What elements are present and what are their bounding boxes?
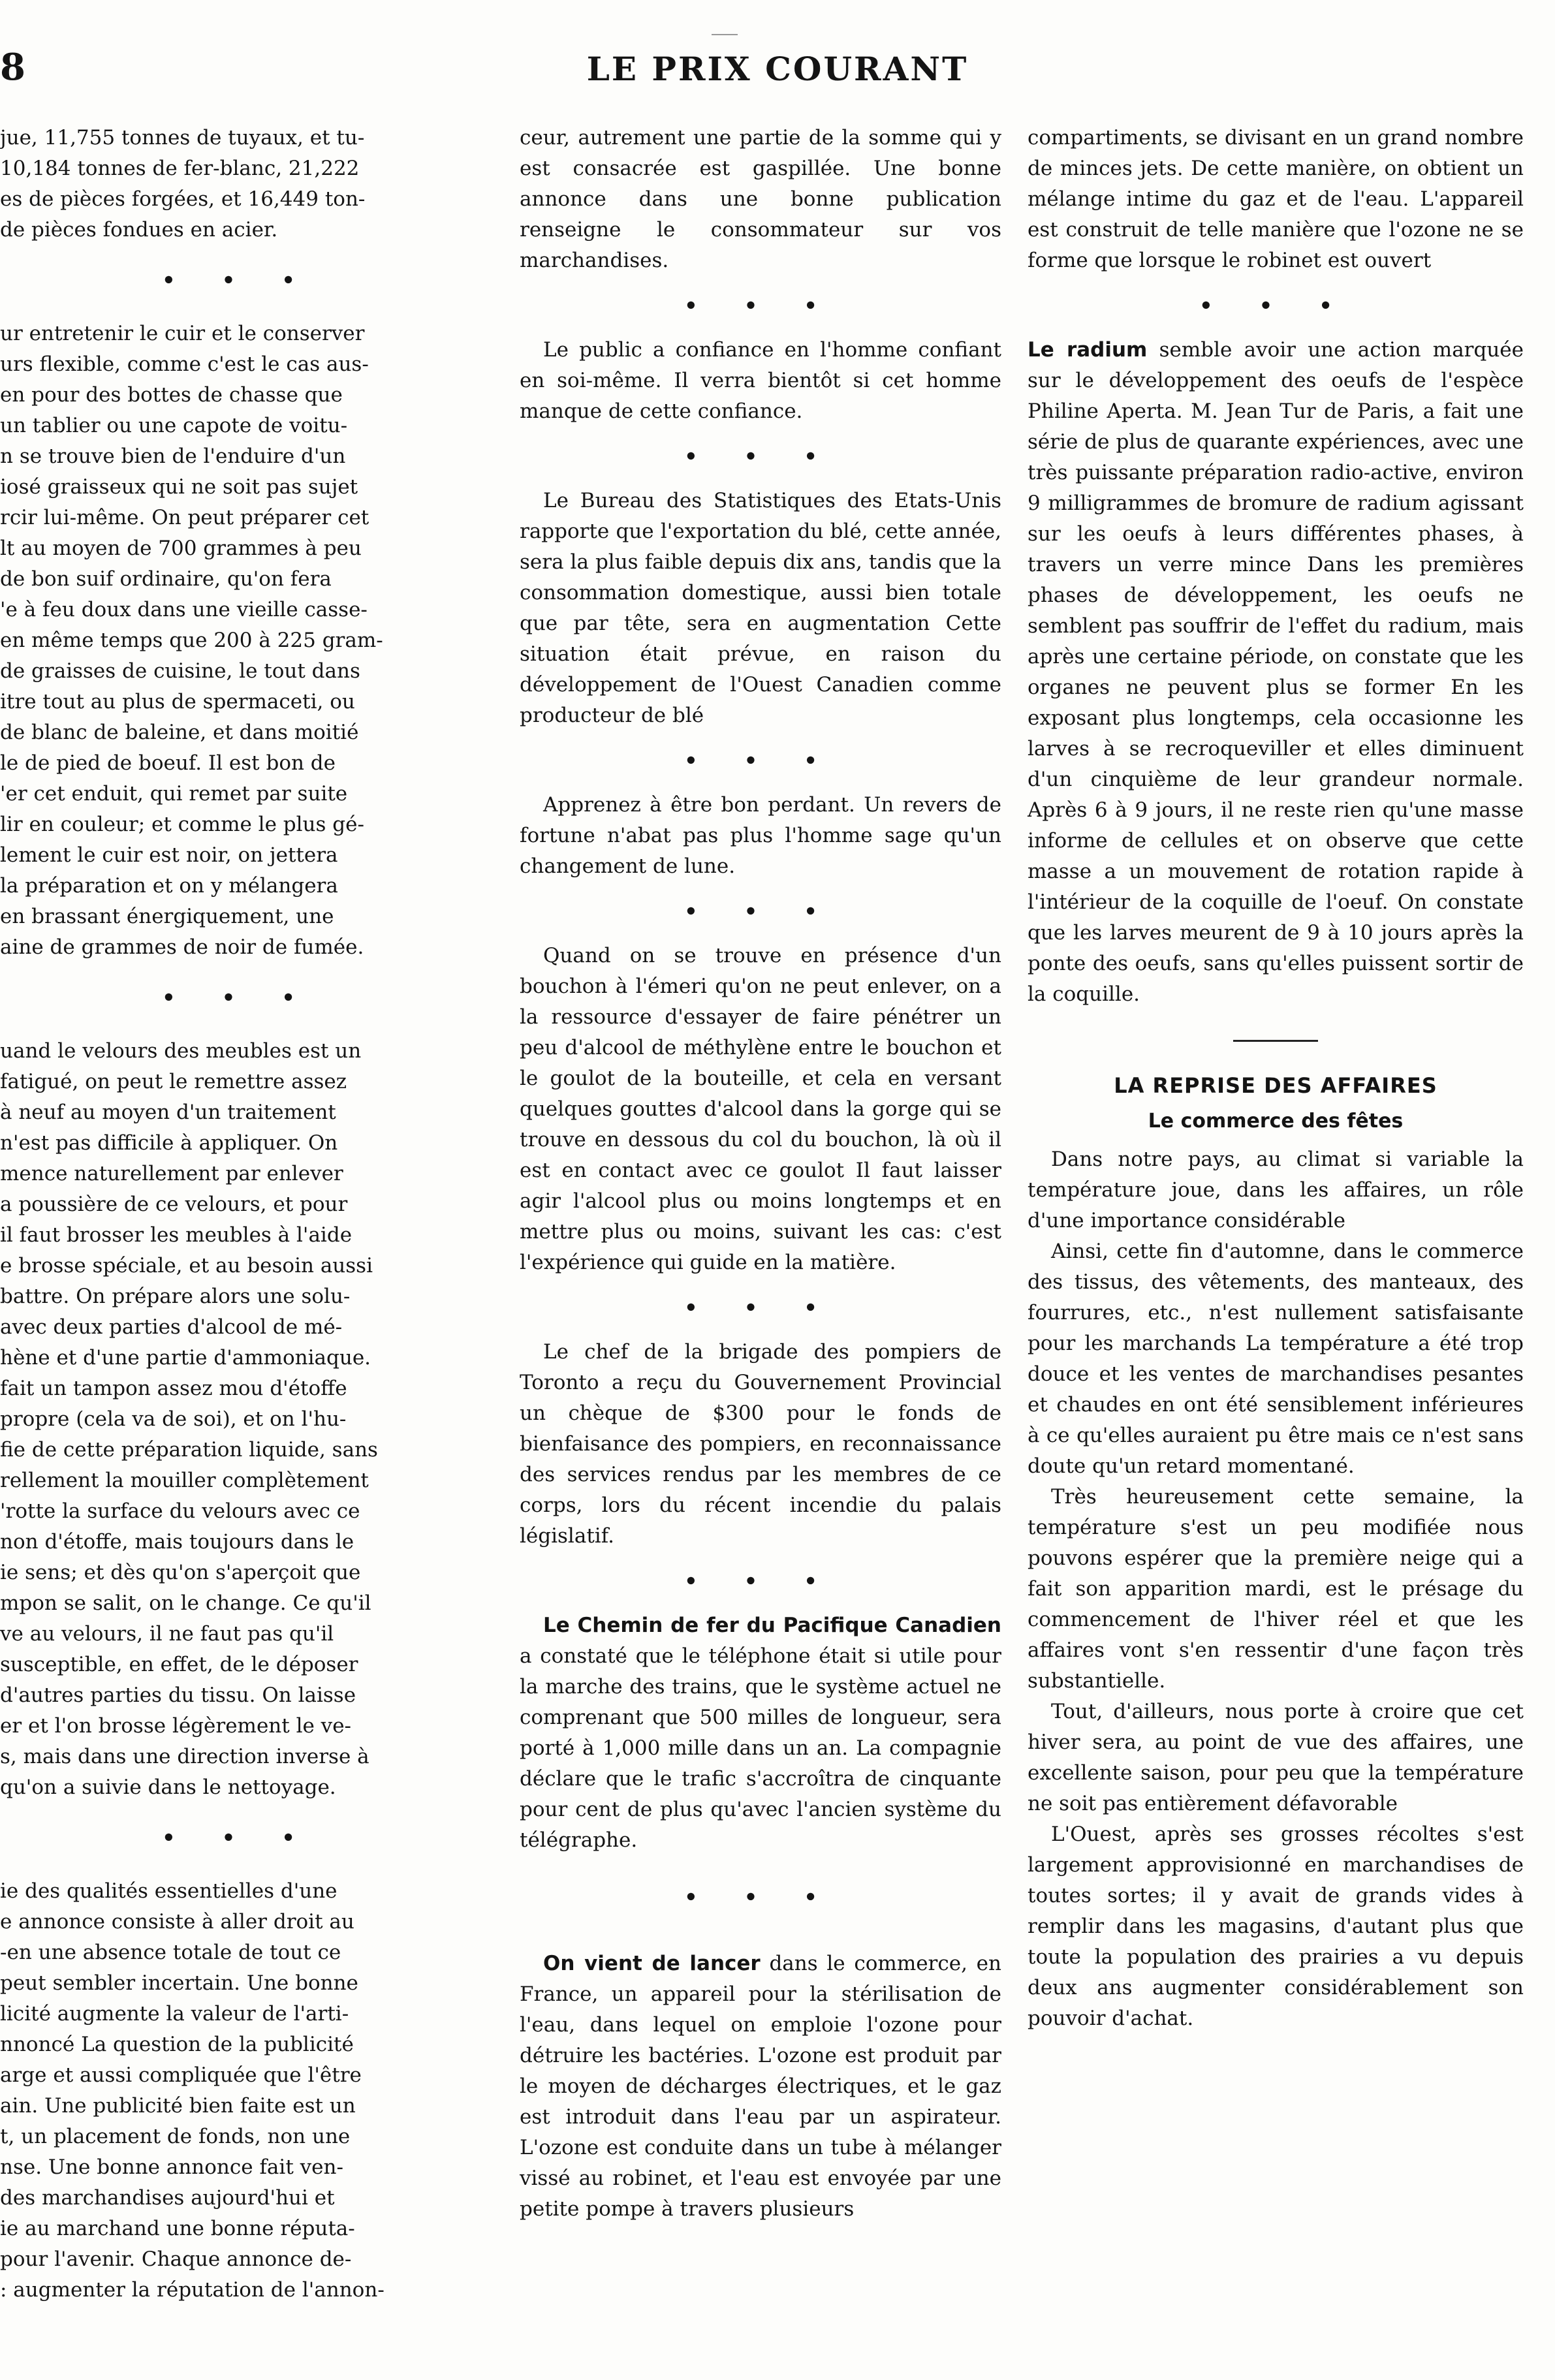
text-line: hène et d'une partie d'ammoniaque. [0,1346,371,1370]
text-line: fait un tampon assez mou d'étoffe [0,1377,347,1400]
text-line: propre (cela va de soi), et on l'hu- [0,1407,347,1431]
text-line: en pour des bottes de chasse que [0,383,343,407]
text-line: fatigué, on peut le remettre assez [0,1070,347,1093]
text-line: rellement la mouiller complètement [0,1469,369,1492]
text-line: lement le cuir est noir, on jettera [0,843,338,867]
article-paragraph: Le chef de la brigade des pompiers de Toronto a reçu du Gouvernement Provincial un chèque de $300 pour le fonds de bienfaisance des pompiers, en reconnaissance des services rendus par les membres de ce corps, lors du récent incendie du palais législatif. [520,1340,1001,1548]
article-paragraph [0,1876,477,2306]
text-line: fie de cette préparation liquide, sans [0,1438,378,1462]
text-line: urs flexible, comme c'est le cas aus- [0,352,369,376]
text-line: uand le velours des meubles est un [0,1039,362,1063]
text-line: pour l'avenir. Chaque annonce de- [0,2247,352,2271]
text-line: licité augmente la valeur de l'arti- [0,2002,349,2026]
text-line: aine de grammes de noir de fumée. [0,935,364,959]
text-line: de blanc de baleine, et dans moitié [0,721,359,744]
paragraph-body: dans le commerce, en France, un appareil pour la stérilisation de l'eau, dans lequel on emploie l'ozone pour détruire les bactéries. L'ozone est produit par le moyen de décharges électriques, et le gaz est introduit dans l'eau par un aspirateur. L'ozone est conduite dans un tube à mélanger vissé au robinet, et l'eau est envoyée par une petite pompe à travers plusieurs [520,1952,1001,2221]
text-line: il faut brosser les meubles à l'aide [0,1223,353,1247]
column-2 [520,123,1001,2225]
text-line: n'est pas difficile à appliquer. On [0,1131,338,1155]
text-line: d'autres parties du tissu. On laisse [0,1683,356,1707]
article-paragraph [0,1036,477,1803]
text-line: s, mais dans une direction inverse à [0,1745,369,1768]
text-line: le de pied de boeuf. Il est bon de [0,751,336,775]
page-number: 8 [0,46,26,89]
article-paragraph: Le Bureau des Statistiques des Etats-Unis rapporte que l'exportation du blé, cette année, sera la plus faible depuis dix ans, tandis que la consommation domestique, aussi bien totale que par tête, sera en augmentation Cette situation était prévue, en raison du développement de l'Ouest Canadien comme producteur de blé [520,489,1001,727]
text-line: rcir lui-même. On peut préparer cet [0,506,369,529]
text-line: battre. On prépare alors une solu- [0,1285,351,1308]
text-line: non d'étoffe, mais toujours dans le [0,1530,354,1554]
text-line: e brosse spéciale, et au besoin aussi [0,1254,373,1277]
text-line: a poussière de ce velours, et pour [0,1193,348,1216]
paragraph-body: semble avoir une action marquée sur le développement des oeufs de l'espèce Philine Aperta. M. Jean Tur de Paris, a fait une série de plus de quarante expériences, avec une très puissante préparation radio-active, environ 9 milligrammes de bromure de radium agissant sur les oeufs à leurs différentes phases, à travers un verre mince Dans les premières phases de développement, les oeufs ne semblent pas souffrir de l'effet du radium, mais après une certaine période, on constate que les organes ne peuvent plus se former En les exposant plus longtemps, cela occasionne les larves à se recroqueviller et elles diminuent d'un cinquième de leur grandeur normale. Après 6 à 9 jours, il ne reste rien qu'une masse informe de cellules et on observe que cette masse a un mouvement de rotation rapide à l'intérieur de la coquille de l'oeuf. On constate que les larves meurent de 9 à 10 jours après la ponte des oeufs, sans qu'elles puissent sortir de la coquille. [1028,338,1524,1006]
text-line: nse. Une bonne annonce fait ven- [0,2155,343,2179]
text-line: itre tout au plus de spermaceti, ou [0,690,355,713]
text-line: ie sens; et dès qu'on s'aperçoit que [0,1561,361,1584]
separator: • • • [684,293,837,318]
separator: • • • [162,268,315,292]
text-line: ie au marchand une bonne réputa- [0,2217,355,2240]
rule [1233,1040,1318,1042]
section-divider [1028,1032,1524,1044]
article-paragraph [0,319,477,963]
text-line: à neuf au moyen d'un traitement [0,1101,336,1124]
text-line: n se trouve bien de l'enduire d'un [0,445,346,468]
article-paragraph: Le public a confiance en l'homme confiant en soi-même. Il verra bientôt si cet homme manque de cette confiance. [520,338,1001,423]
article-paragraph: Apprenez à être bon perdant. Un revers de fortune n'abat pas plus l'homme sage qu'un changement de lune. [520,793,1001,878]
separator: • • • [162,985,315,1010]
text-line: 'rotte la surface du velours avec ce [0,1499,360,1523]
lead-in: Le Chemin de fer du Pacifique Canadien [543,1614,1001,1637]
separator: • • • [684,444,837,469]
text-line: 'er cet enduit, qui remet par suite [0,782,348,806]
article-paragraph: Tout, d'ailleurs, nous porte à croire que cet hiver sera, au point de vue des affaires, une excellente saison, pour peu que la température ne soit pas entièrement défavorable [1028,1700,1524,1815]
article-paragraph: Ainsi, cette fin d'automne, dans le commerce des tissus, des vêtements, des manteaux, des fourrures, etc., n'est nullement satisfaisante pour les marchands La température a été trop douce et les ventes de marchandises pesantes et chaudes en ont été sensiblement inférieures à ce qu'elles auraient pu être mais ce n'est sans doute qu'un retard momentané. [1028,1240,1524,1478]
column-3 [1028,123,1524,2034]
separator: • • • [684,748,837,773]
text-line: ain. Une publicité bien faite est un [0,2094,356,2118]
section-subheading: Le commerce des fêtes [1148,1110,1404,1133]
text-line: ie des qualités essentielles d'une [0,1879,338,1903]
text-line: -en une absence totale de tout ce [0,1941,341,1964]
text-line: es de pièces forgées, et 16,449 ton- [0,187,366,211]
separator: • • • [684,899,837,924]
lead-in: On vient de lancer [543,1952,761,1975]
separator: • • • [684,1295,837,1320]
article-paragraph: L'Ouest, après ses grosses récoltes s'est largement approvisionné en marchandises de toutes sortes; il y avait de grands vides à remplir dans les magasins, d'autant plus que toute la population des prairies a vu depuis deux ans augmenter considérablement son pouvoir d'achat. [1028,1823,1524,2030]
text-line: de bon suif ordinaire, qu'on fera [0,567,332,591]
text-line: lt au moyen de 700 grammes à peu [0,537,362,560]
text-line: arge et aussi compliquée que l'être [0,2063,362,2087]
text-line: des marchandises aujourd'hui et [0,2186,335,2210]
article-paragraph [520,1949,1001,2225]
article-paragraph: Quand on se trouve en présence d'un bouchon à l'émeri qu'on ne peut enlever, on a la ressource d'essayer de faire pénétrer un peu d'alcool de méthylène entre le bouchon et le goulot de la bouteille, et cela en versant quelques gouttes d'alcool dans la gorge qui se trouve en dessous du col du bouchon, là où il est en contact avec ce goulot Il faut laisser agir l'alcool plus ou moins longtemps et en mettre plus ou moins, suivant les cas: c'est l'expérience qui guide en la matière. [520,944,1001,1274]
text-line: lir en couleur; et comme le plus gé- [0,813,364,836]
article-paragraph: compartiments, se divisant en un grand nombre de minces jets. De cette manière, on obtient un mélange intime du gaz et de l'eau. L'appareil est construit de telle manière que l'ozone ne se forme que lorsque le robinet est ouvert [1028,126,1524,272]
text-line: en même temps que 200 à 225 gram- [0,629,383,652]
section-heading: LA REPRISE DES AFFAIRES [1114,1073,1437,1098]
page-title: LE PRIX COURANT [586,50,969,88]
text-line: jue, 11,755 tonnes de tuyaux, et tu- [0,126,365,149]
column-1 [0,123,477,2306]
paragraph-body: a constaté que le téléphone était si utile pour la marche des trains, que le système actuel ne comprenant que 500 milles de longueur, sera porté à 1,000 mille dans un an. La compagnie déclare que le trafic s'accroîtra de cinquante pour cent de plus qu'avec l'ancien système du télégraphe. [520,1644,1001,1852]
separator: • • • [1199,293,1352,318]
article-paragraph [520,1610,1001,1856]
text-line: qu'on a suivie dans le nettoyage. [0,1776,336,1799]
text-line: susceptible, en effet, de le déposer [0,1653,358,1676]
text-line: mpon se salit, on le change. Ce qu'il [0,1591,371,1615]
text-line: iosé graisseux qui ne soit pas sujet [0,475,358,499]
article-paragraph: Dans notre pays, au climat si variable la température joue, dans les affaires, un rôle d'une importance considérable [1028,1148,1524,1232]
text-line: t, un placement de fonds, non une [0,2125,351,2148]
text-line: de pièces fondues en acier. [0,218,278,242]
article-paragraph [1028,335,1524,1010]
text-line: e annonce consiste à aller droit au [0,1910,354,1934]
text-line: en brassant énergiquement, une [0,905,334,928]
text-line: avec deux parties d'alcool de mé- [0,1315,343,1339]
text-line: er et l'on brosse légèrement le ve- [0,1714,352,1738]
text-line: : augmenter la réputation de l'annon- [0,2278,385,2302]
text-line: peut sembler incertain. Une bonne [0,1971,358,1995]
text-line: ur entretenir le cuir et le conserver [0,322,365,345]
lead-in: Le radium [1028,338,1148,362]
separator: • • • [162,1825,315,1850]
text-line: 10,184 tonnes de fer-blanc, 21,222 [0,157,360,180]
top-rule [712,34,738,35]
article-paragraph: Très heureusement cette semaine, la température s'est un peu modifiée nous pouvons espérer que la première neige qui a fait son apparition mardi, est le présage du commencement de l'hiver réel et que les affaires vont s'en ressentir d'une façon très substantielle. [1028,1485,1524,1693]
separator: • • • [684,1569,837,1593]
article-paragraph: ceur, autrement une partie de la somme qui y est consacrée est gaspillée. Une bonne annonce dans une bonne publication renseigne le consommateur sur vos marchandises. [520,126,1001,272]
text-line: nnoncé La question de la publicité [0,2033,354,2056]
text-line: un tablier ou une capote de voitu- [0,414,348,437]
text-line: 'e à feu doux dans une vieille casse- [0,598,368,621]
text-line: la préparation et on y mélangera [0,874,338,898]
text-line: mence naturellement par enlever [0,1162,343,1185]
separator: • • • [684,1885,837,1909]
article-paragraph [0,123,477,245]
text-line: de graisses de cuisine, le tout dans [0,659,360,683]
text-line: ve au velours, il ne faut pas qu'il [0,1622,334,1646]
